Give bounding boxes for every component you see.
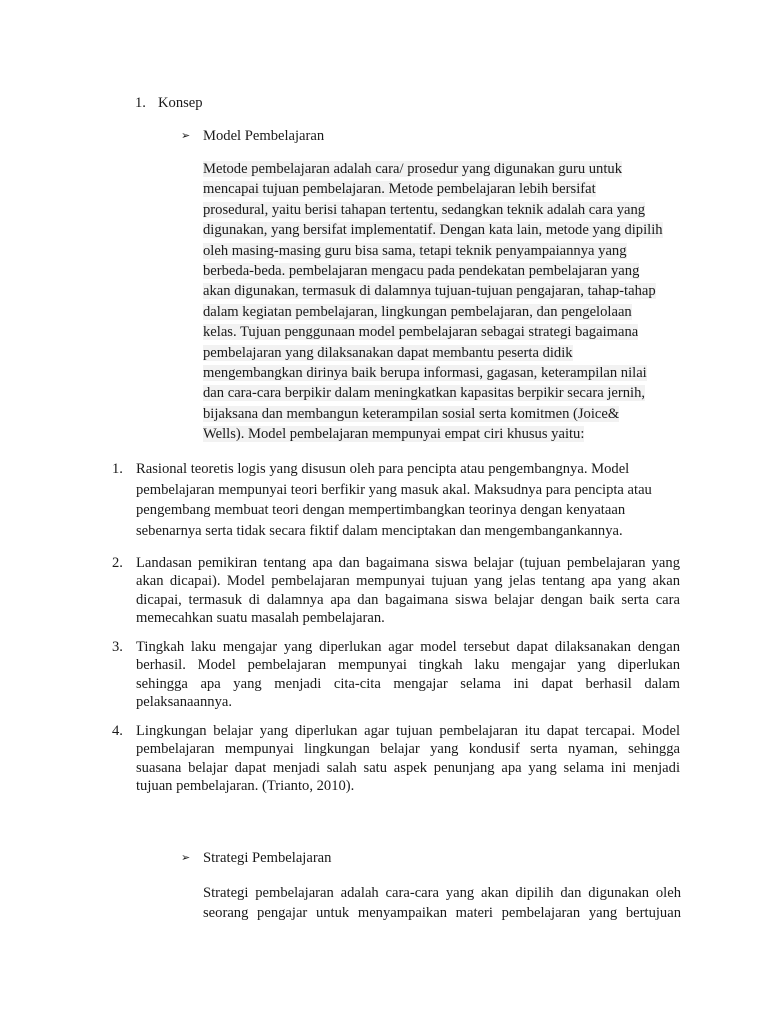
text-line: suasana belajar dapat menjadi salah satu aspek penunjang apa yang selama ini menjadi [136, 759, 680, 776]
arrow-bullet-icon: ➢ [181, 129, 191, 142]
feature-item-2 [112, 554, 680, 628]
text-line [203, 281, 683, 301]
section-number: 1. [135, 95, 146, 111]
highlighted-text: oleh masing-masing guru bisa sama, tetapi teknik penyampaiannya yang [203, 242, 627, 259]
feature-item-3 [112, 638, 680, 712]
section-heading [135, 93, 203, 113]
text-line: seorang pengajar untuk menyampaikan materi pembelajaran yang bertujuan [203, 905, 681, 921]
feature-number: 3. [112, 639, 123, 655]
model-subheading [181, 126, 324, 146]
highlighted-text: akan digunakan, termasuk di dalamnya tujuan-tujuan pengajaran, tahap-tahap [203, 283, 656, 300]
text-line [203, 179, 683, 199]
text-line [203, 220, 683, 240]
text-line: akan dicapai). Model pembelajaran mempunyai tujuan yang jelas tentang apa yang akan [136, 573, 680, 590]
text-line: sehingga apa yang menjadi cita-cita mengajar selama ini dapat berhasil dalam [136, 675, 680, 692]
feature-text [136, 638, 680, 712]
text-line: pembelajaran mempunyai teori berfikir yang masuk akal. Maksudnya para pencipta atau [136, 481, 652, 498]
highlighted-text: dan cara-cara berpikir dalam meningkatkan kapasitas berpikir secara jernih, [203, 385, 646, 402]
text-line [203, 424, 683, 444]
text-line: tujuan pembelajaran. (Trianto, 2010). [136, 778, 355, 795]
text-line: Rasional teoretis logis yang disusun oleh para pencipta atau pengembangnya. Model [136, 461, 630, 477]
feature-text [136, 459, 680, 541]
text-line: Tingkah laku mengajar yang diperlukan agar model tersebut dapat dilaksanakan dengan [136, 639, 680, 655]
text-line: sebenarnya serta tidak secara fiktif dalam menciptakan dan mengembangankannya. [136, 522, 623, 539]
text-line [203, 159, 683, 179]
text-line [203, 302, 683, 322]
highlighted-text: kelas. Tujuan penggunaan model pembelajaran sebagai strategi bagaimana [203, 324, 639, 341]
highlighted-text: prosedural, yaitu berisi tahapan tertentu, sedangkan teknik adalah cara yang [203, 201, 646, 218]
highlighted-text: mengembangkan dirinya baik berupa informasi, gagasan, keterampilan nilai [203, 365, 647, 382]
highlighted-text: digunakan, yang bersifat implementatif. Dengan kata lain, metode yang dipilih [203, 222, 663, 239]
text-line [203, 322, 683, 342]
text-line: Lingkungan belajar yang diperlukan agar tujuan pembelajaran itu dapat tercapai. Model [136, 723, 680, 739]
highlighted-text: dalam kegiatan pembelajaran, lingkungan pembelajaran, dan pengelolaan [203, 303, 632, 320]
section-title: Konsep [158, 95, 203, 111]
highlighted-text: bijaksana dan membangun keterampilan sosial serta komitmen (Joice& [203, 405, 620, 422]
text-line: Landasan pemikiran tentang apa dan bagaimana siswa belajar (tujuan pembelajaran yang [136, 555, 680, 571]
text-line: dicapai, termasuk di dalamnya apa dan bagaimana siswa belajar dengan baik serta cara [136, 591, 680, 608]
arrow-bullet-icon: ➢ [181, 851, 191, 864]
feature-item-4 [112, 722, 680, 796]
feature-item-1 [112, 459, 680, 541]
text-line [203, 200, 683, 220]
text-line: berhasil. Model pembelajaran mempunyai tingkah laku mengajar yang diperlukan [136, 657, 680, 674]
text-line: Strategi pembelajaran adalah cara-cara yang akan dipilih dan digunakan oleh [203, 885, 681, 901]
text-line: memecahkan suatu masalah pembelajaran. [136, 610, 385, 627]
feature-number: 2. [112, 555, 123, 571]
text-line [203, 363, 683, 383]
text-line: pelaksanaannya. [136, 694, 233, 711]
strategy-paragraph [203, 883, 681, 923]
highlighted-text: Wells). Model pembelajaran mempunyai empat ciri khusus yaitu: [203, 426, 585, 443]
text-line [203, 343, 683, 363]
feature-number: 4. [112, 723, 123, 739]
model-title: Model Pembelajaran [203, 128, 325, 144]
feature-number: 1. [112, 461, 123, 477]
highlighted-text: Metode pembelajaran adalah cara/ prosedur yang digunakan guru untuk [203, 161, 623, 177]
feature-text [136, 554, 680, 628]
strategy-subheading [181, 848, 331, 868]
highlighted-text: berbeda-beda. pembelajaran mengacu pada pendekatan pembelajaran yang [203, 263, 640, 280]
highlighted-text: mencapai tujuan pembelajaran. Metode pembelajaran lebih bersifat [203, 181, 596, 198]
text-line [203, 404, 683, 424]
text-line [203, 383, 683, 403]
text-line [203, 241, 683, 261]
text-line [203, 261, 683, 281]
text-line: pembelajaran mempunyai lingkungan belajar yang kondusif serta nyaman, sehingga [136, 741, 680, 758]
feature-text [136, 722, 680, 796]
strategy-title: Strategi Pembelajaran [203, 850, 332, 866]
text-line: pengembang membuat teori dengan mempertimbangkan teorinya dengan kenyataan [136, 502, 626, 519]
model-paragraph [203, 159, 683, 445]
highlighted-text: pembelajaran yang dilaksanakan dapat membantu peserta didik [203, 344, 573, 361]
